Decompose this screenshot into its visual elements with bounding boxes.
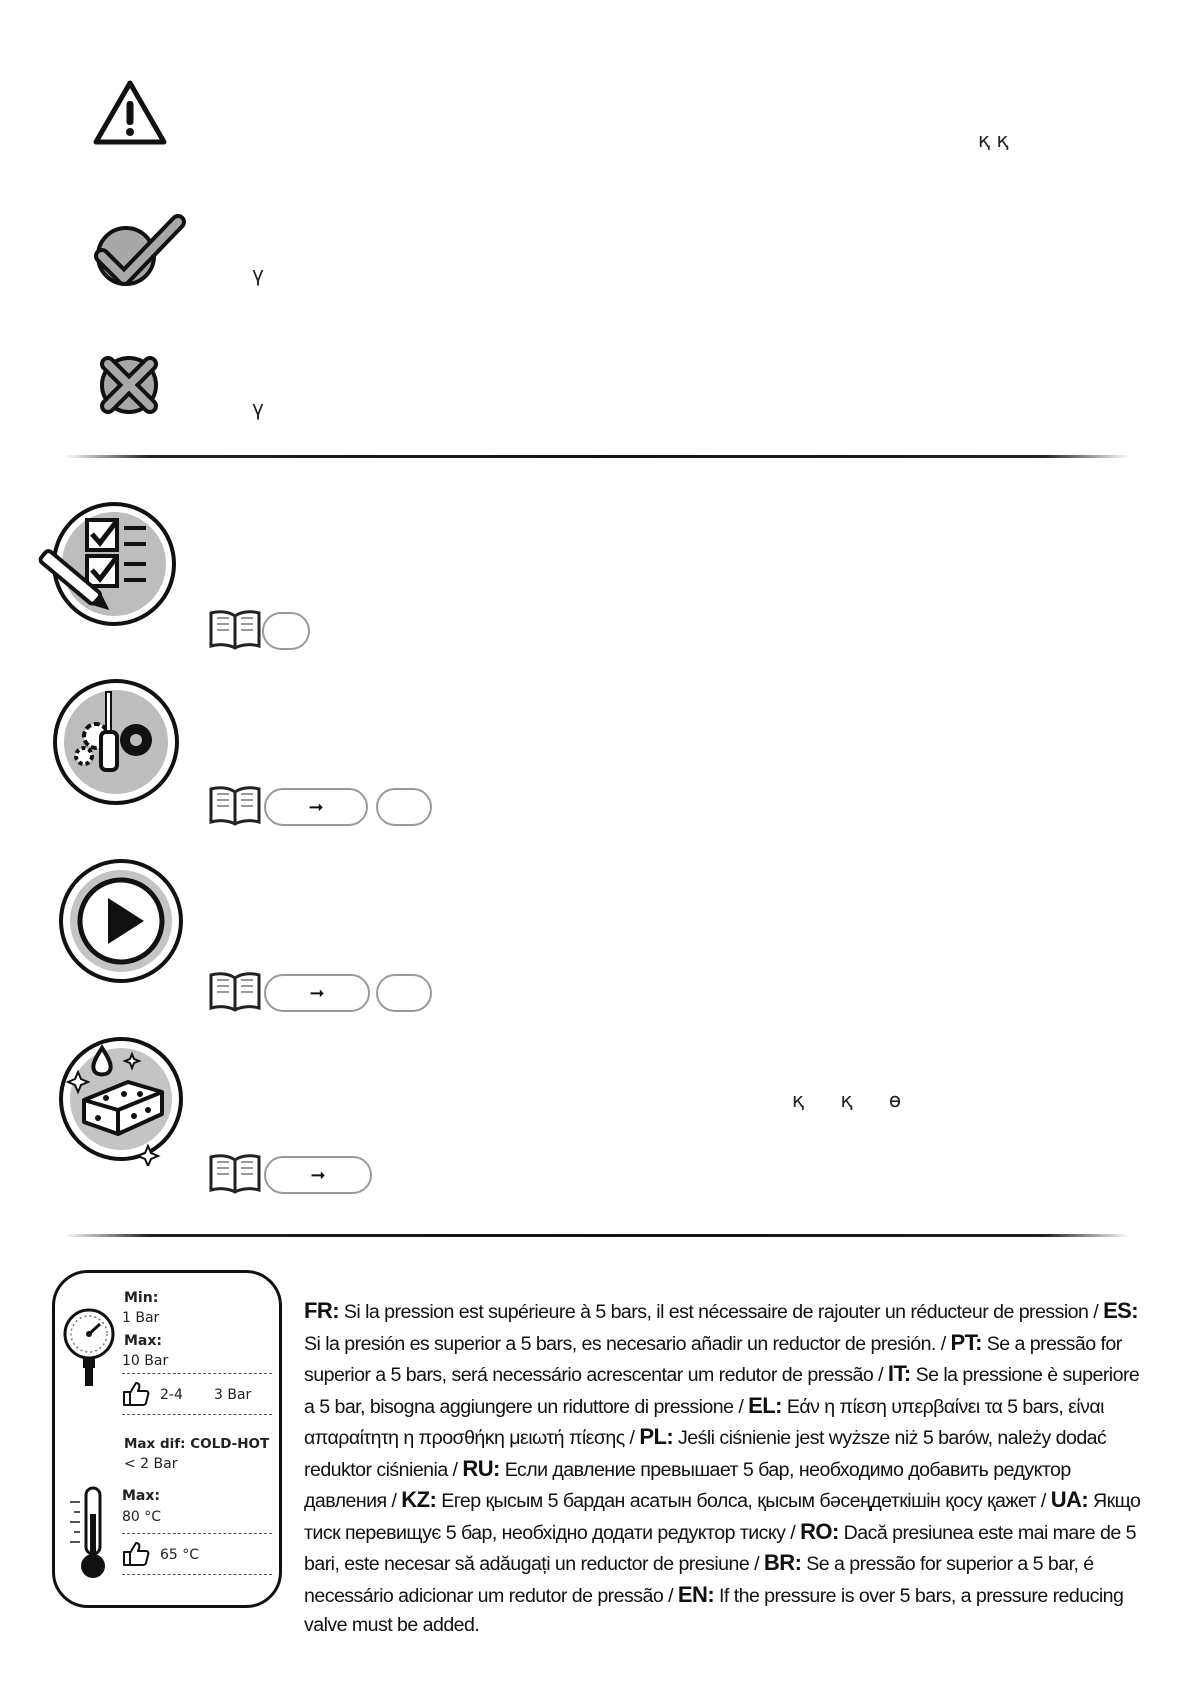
checklist-icon <box>32 500 182 630</box>
lang-code-es: ES: <box>1103 1298 1139 1323</box>
arrow-right-icon: ➞ <box>310 1164 326 1185</box>
divider-top <box>64 455 1130 458</box>
manual-book-icon <box>208 970 262 1014</box>
ideal-pressure-range: 2-4 <box>160 1387 183 1403</box>
notice-el: Εάν η πίεση υπερβαίνει τα 5 bars, είναι απαραίτητη η προσθήκη μειωτή πίεσης / <box>304 1395 1104 1449</box>
lang-code-it: IT: <box>887 1361 911 1386</box>
notice-fr: Si la pression est supérieure à 5 bars, il est nécessaire de rajouter un réducteur de pression / <box>339 1301 1104 1323</box>
notice-en: If the pressure is over 5 bars, a pressure reducing valve must be added. <box>304 1584 1124 1636</box>
page-ref-badge <box>376 974 432 1012</box>
arrow-ref-pill <box>264 974 370 1012</box>
arrow-right-icon: ➞ <box>308 796 324 817</box>
arrow-ref-pill <box>264 788 368 826</box>
notice-kz: Егер қысым 5 бардан асатын болса, қысым бәсеңдеткішін қосу қажет / <box>436 1490 1051 1512</box>
notice-pl: Jeśli ciśnienie jest wyższe niż 5 barów, należy dodać reduktor ciśnienia / <box>304 1427 1107 1481</box>
notice-ru: Если давление превышает 5 бар, необходимо добавить редуктор давления / <box>304 1458 1071 1512</box>
max-diff-label: Max dif: COLD-HOT <box>124 1436 270 1452</box>
max-diff-value: < 2 Bar <box>124 1456 178 1472</box>
page-ref-badge <box>262 612 310 650</box>
min-pressure-value: 1 Bar <box>122 1310 160 1326</box>
max-pressure-label: Max: <box>124 1333 163 1349</box>
spec-divider <box>122 1574 272 1575</box>
max-pressure-value: 10 Bar <box>122 1353 169 1369</box>
cross-icon <box>94 352 164 418</box>
thermometer-icon <box>64 1484 114 1584</box>
min-pressure-label: Min: <box>124 1290 159 1306</box>
spec-divider <box>122 1414 272 1415</box>
lang-code-fr: FR: <box>304 1298 340 1323</box>
max-temp-label: Max: <box>122 1488 161 1504</box>
cleaning-text: қ қ ө <box>792 1088 902 1112</box>
notice-ua: Якщо тиск перевищує 5 бар, необхідно додати редуктор тиску / <box>304 1490 1141 1544</box>
thumbs-up-icon <box>122 1541 150 1567</box>
cleaning-sponge-icon <box>58 1036 188 1166</box>
tools-gears-icon <box>52 678 180 806</box>
max-temp-value: 80 °C <box>122 1509 162 1525</box>
ideal-temp-value: 65 °C <box>160 1547 200 1563</box>
spec-divider <box>122 1533 272 1534</box>
notice-es: Si la presión es superior a 5 bars, es necesario añadir un reductor de presión. / <box>304 1332 951 1355</box>
lang-code-el: EL: <box>748 1392 782 1418</box>
lang-code-ro: RO: <box>800 1518 839 1544</box>
play-icon <box>58 858 184 984</box>
page-ref-badge <box>376 788 432 826</box>
ok-text: ү <box>252 262 264 286</box>
pressure-notice <box>304 1296 1144 1641</box>
notice-it: Se la pressione è superiore a 5 bar, bisogna aggiungere un riduttore di pressione / <box>304 1364 1140 1418</box>
lang-code-en: EN: <box>677 1581 715 1607</box>
arrow-ref-pill <box>264 1156 372 1194</box>
no-text: ү <box>252 396 264 420</box>
arrow-right-icon: ➞ <box>309 982 325 1003</box>
manual-book-icon <box>208 784 262 828</box>
thumbs-up-icon <box>122 1381 150 1407</box>
lang-code-ua: UA: <box>1050 1487 1089 1512</box>
lang-code-kz: KZ: <box>401 1487 437 1512</box>
lang-code-pt: PT: <box>950 1329 982 1355</box>
manual-book-icon <box>208 608 262 652</box>
pressure-gauge-icon <box>60 1304 118 1394</box>
divider-bottom <box>64 1234 1130 1237</box>
warning-text: қ қ <box>978 128 1009 152</box>
check-icon <box>92 212 188 292</box>
notice-br: Se a pressão for superior a 5 bar, é necessário adicionar um redutor de pressão / <box>304 1553 1094 1607</box>
warning-icon <box>92 78 168 148</box>
lang-code-pl: PL: <box>639 1424 674 1449</box>
lang-code-br: BR: <box>763 1550 802 1575</box>
spec-divider <box>122 1373 272 1374</box>
manual-book-icon <box>208 1152 262 1196</box>
ideal-pressure-value: 3 Bar <box>214 1387 252 1403</box>
lang-code-ru: RU: <box>462 1455 500 1481</box>
notice-ro: Dacă presiunea este mai mare de 5 bari, este necesar să adăugați un reductor de presiune / <box>304 1521 1136 1575</box>
notice-pt: Se a pressão for superior a 5 bars, será necessário acrescentar um redutor de pressão / <box>304 1332 1122 1386</box>
